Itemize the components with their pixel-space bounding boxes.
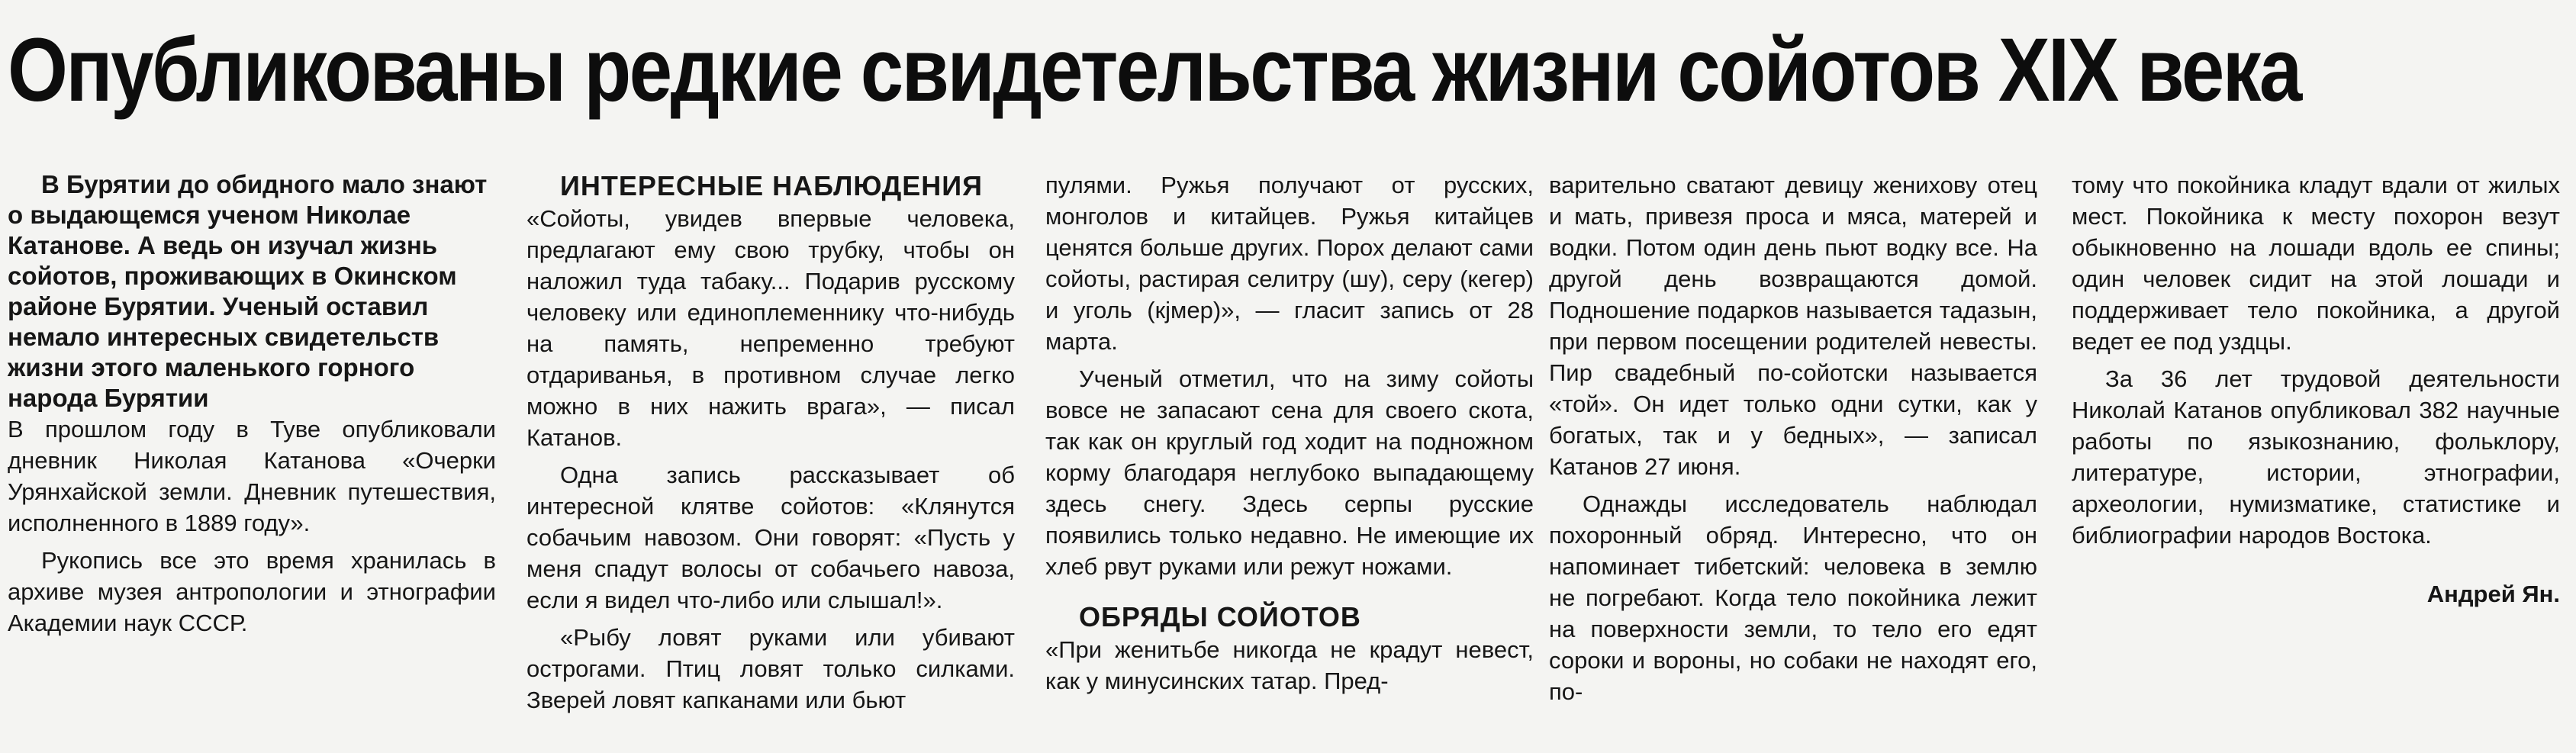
paragraph: Ученый отметил, что на зиму сойоты вовсе не запасают сена для своего скота, так как он круглый год ходит на подножном корму благодаря неглубоко выпадающему здесь снегу. Здесь серпы русские появились только недавно. Не имеющие их хлеб рвут руками или режут ножами. [1045,365,1534,580]
paragraph: «Сойоты, увидев впервые человека, предлагают ему свою трубку, чтобы он наложил туда табаку... Подарив русскому человеку или единоплеменнику что-нибудь на память, непременно требуют отдариванья, в противном случае легко можно в них нажить врага», — писал Катанов. [526,205,1015,451]
article-lead: В Бурятии до обидного мало знают о выдающемся ученом Николае Катанове. А ведь он изучал жизнь сойотов, проживающих в Окинском районе Бурятии. Ученый оставил немало интересных свидетельств жизни этого маленького горного народа Бурятии [8,170,488,412]
subheading-observations: ИНТЕРЕСНЫЕ НАБЛЮДЕНИЯ [560,170,984,201]
paragraph: Одна запись рассказывает об интересной клятве сойотов: «Клянутся собачьим навозом. Они говорят: «Пусть у меня спадут волосы от собачьего навоза, если я видел что-либо или слышал!». [526,462,1015,613]
paragraph: тому что покойника кладут вдали от жилых мест. Покойника к месту похорон везут обыкновенно на лошади вдоль ее спины; один человек сидит на этой лошади и поддерживает тело покойника, а другой ведет ее под уздцы. [2072,172,2560,355]
column-2 [526,169,1015,716]
paragraph: Рукопись все это время хранилась в архиве музея антропологии и этнографии Академии наук СССР. [8,547,496,636]
column-4 [1549,169,2037,707]
column-3 [1045,169,1534,697]
paragraph: В прошлом году в Туве опубликовали дневник Николая Катанова «Очерки Урянхайской земли. Дневник путешествия, исполненного в 1889 году». [8,416,496,536]
paragraph: «Рыбу ловят руками или убивают острогами. Птиц ловят только силками. Зверей ловят капканами или бьют [526,624,1015,713]
column-5 [2072,169,2560,610]
paragraph: Однажды исследователь наблюдал похоронный обряд. Интересно, что он напоминает тибетский: человека в землю не погребают. Когда тело покойника лежит на поверхности земли, то тело его едят сороки и вороны, но собаки не находят его, по- [1549,491,2037,705]
paragraph: За 36 лет трудовой деятельности Николай Катанов опубликовал 382 научные работы по языкознанию, фольклору, литературе, истории, этнографии, археологии, нумизматике, статистике и библиографии народов Востока. [2072,365,2560,549]
paragraph: варительно сватают девицу женихову отец и мать, привезя проса и мяса, матерей и водки. Потом один день пьют водку все. На другой день возвращаются домой. Подношение подарков называется тадазын, при первом посещении родителей невесты. Пир свадебный по-сойотски называется «той». Он идет только одни сутки, как у богатых, так и у бедных», — записал Катанов 27 июня. [1549,172,2037,480]
paragraph: пулями. Ружья получают от русских, монголов и китайцев. Ружья китайцев ценятся больше других. Порох делают сами сойоты, растирая селитру (шу), серу (кегер) и уголь (кјмер)», — гласит запись от 28 марта. [1045,172,1534,355]
column-1 [8,169,496,639]
author-byline: Андрей Ян. [2426,581,2560,607]
article-headline: Опубликованы редкие свидетельства жизни сойотов XIX века [8,20,2301,121]
paragraph: «При женитьбе никогда не крадут невест, как у минусинских татар. Пред- [1045,636,1534,694]
subheading-rituals: ОБРЯДЫ СОЙОТОВ [1079,601,1361,632]
